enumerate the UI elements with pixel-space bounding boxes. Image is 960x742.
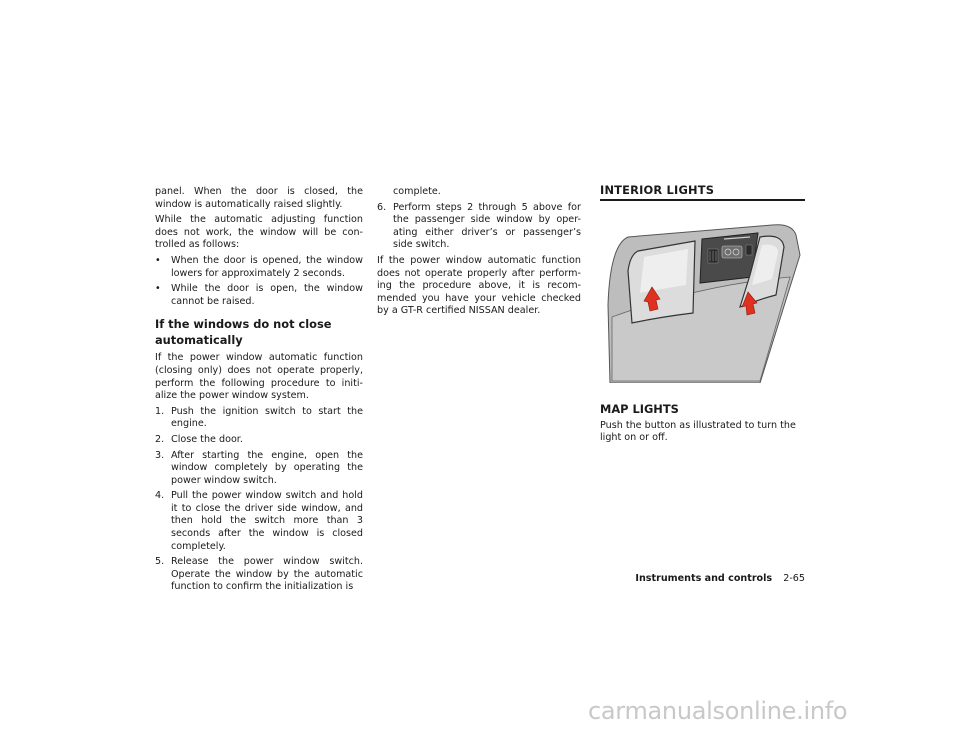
intro-paragraph-1: panel. When the door is closed, the window is automatically raised slightly.	[155, 186, 363, 210]
middle-column	[377, 186, 581, 321]
dealer-paragraph: If the power window automatic function does not operate properly after perform-ing the procedure above, it is recom-mended you have your vehicle checked by a GT-R certified NISSAN dealer.	[377, 254, 581, 317]
sub-paragraph: If the power window automatic function (closing only) does not operate properly, perform the following procedure to initi-alize the power window system.	[155, 352, 363, 402]
subheading-windows-not-close: If the windows do not close automatically	[155, 317, 332, 348]
step-number: 5.	[155, 556, 165, 568]
step-3	[155, 450, 363, 488]
step-1	[155, 406, 363, 431]
step-number: 3.	[155, 449, 165, 461]
page-number: 2-65	[783, 573, 805, 584]
step-4	[155, 490, 363, 553]
page-footer	[600, 573, 805, 584]
step-text: After starting the engine, open the window completely by operating the power window switch.	[171, 449, 363, 486]
watermark-text: carmanualsonline.info	[588, 697, 848, 725]
step-number: 2.	[155, 433, 165, 445]
step-5	[155, 556, 363, 594]
bullet-item-2	[155, 283, 363, 308]
step-number: 6.	[377, 201, 387, 213]
map-lights-illustration	[600, 215, 805, 383]
step-5-continuation: complete.	[393, 186, 441, 197]
step-text: Close the door.	[171, 433, 243, 445]
step-text: Release the power window switch. Operate the window by the automatic function to confirm the initialization is	[171, 556, 363, 593]
map-lights-heading: MAP LIGHTS	[600, 402, 679, 417]
right-column	[600, 184, 805, 448]
step-number: 1.	[155, 405, 165, 417]
bullet-mark: •	[155, 254, 161, 266]
map-lights-text: Push the button as illustrated to turn the light on or off.	[600, 419, 796, 444]
intro-paragraph-2: While the automatic adjusting function does not work, the window will be con-trolled as follows:	[155, 214, 363, 251]
bullet-text: When the door is opened, the window lowers for approximately 2 seconds.	[171, 254, 363, 279]
step-6	[377, 202, 581, 252]
step-text: Perform steps 2 through 5 above for the passenger side window by oper-ating either driver’s or passenger’s side switch.	[393, 201, 581, 251]
bullet-mark: •	[155, 283, 161, 295]
bullet-item-1	[155, 255, 363, 280]
step-text: Pull the power window switch and hold it to close the driver side window, and then hold the switch more than 3 seconds after the window is closed completely.	[171, 490, 363, 552]
step-text: Push the ignition switch to start the engine.	[171, 405, 363, 430]
section-title-interior-lights: INTERIOR LIGHTS	[600, 184, 805, 201]
bullet-text: While the door is open, the window cannot be raised.	[171, 283, 363, 307]
step-2	[155, 434, 363, 447]
chapter-label: Instruments and controls	[635, 573, 773, 584]
left-column	[155, 186, 363, 597]
step-number: 4.	[155, 490, 165, 502]
